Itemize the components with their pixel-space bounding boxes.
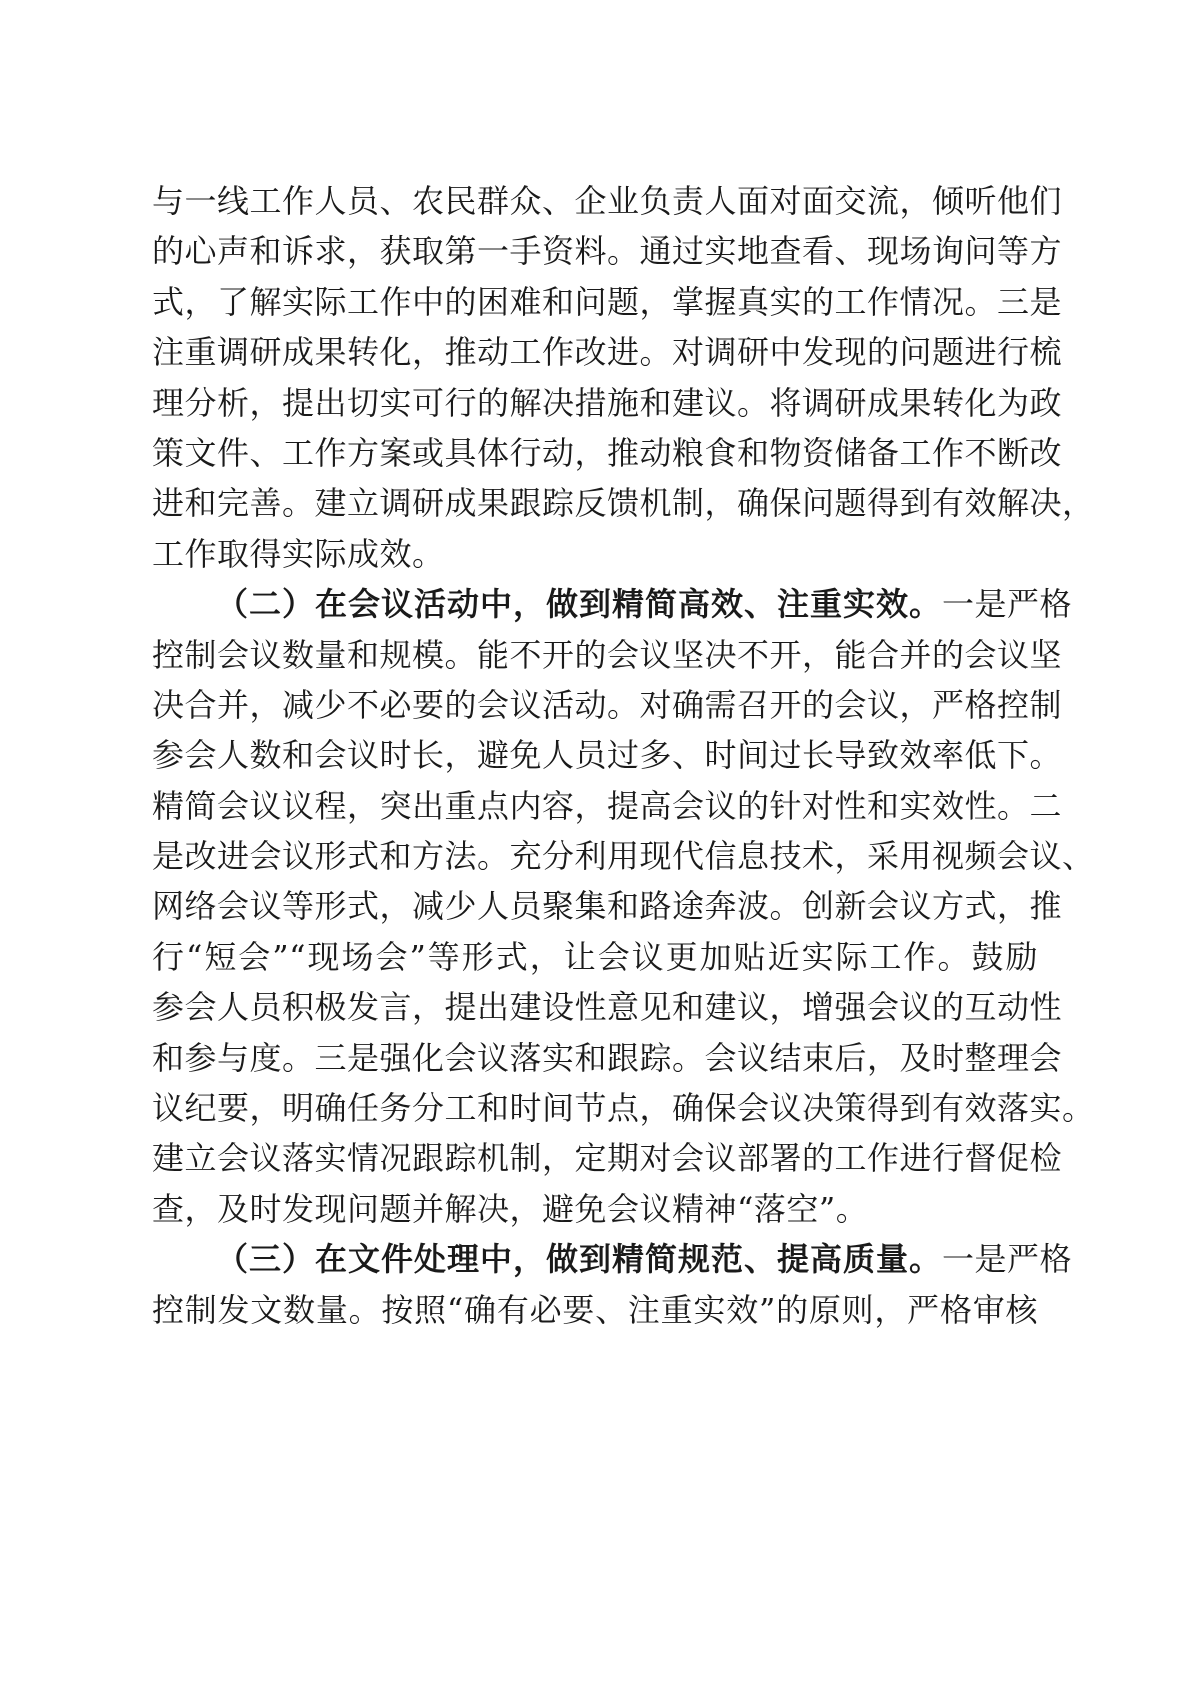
text-line: 议纪要，明确任务分工和时间节点，确保会议决策得到有效落实。 (152, 1089, 1095, 1128)
text-line: 控制会议数量和规模。能不开的会议坚决不开，能合并的会议坚 (152, 635, 1063, 674)
paragraph-research (152, 176, 1095, 579)
text-line: 与一线工作人员、农民群众、企业负责人面对面交流，倾听他们 (152, 182, 1063, 220)
text-line: 理分析，提出切实可行的解决措施和建议。将调研成果转化为政 (152, 383, 1063, 422)
paragraph-first-line (152, 579, 1073, 629)
text-line: 策文件、工作方案或具体行动，推动粮食和物资储备工作不断改 (152, 433, 1063, 472)
text-line: 精简会议议程，突出重点内容，提高会议的针对性和实效性。二 (152, 786, 1063, 825)
text-line: 注重调研成果转化，推动工作改进。对调研中发现的问题进行梳 (152, 333, 1063, 372)
paragraph-meetings (152, 579, 1095, 1234)
text-line: 参会人员积极发言，提出建设性意见和建议，增强会议的互动性 (152, 988, 1063, 1027)
text-line: 进和完善。建立调研成果跟踪反馈机制，确保问题得到有效解决， (152, 484, 1095, 523)
text-line: 是改进会议形式和方法。充分利用现代信息技术，采用视频会议、 (152, 837, 1095, 876)
text-line: 工作取得实际成效。 (152, 534, 445, 573)
text-line: 和参与度。三是强化会议落实和跟踪。会议结束后，及时整理会 (152, 1038, 1063, 1077)
text-line: 网络会议等形式，减少人员聚集和路途奔波。创新会议方式，推 (152, 887, 1063, 926)
text-fragment: 一是严格 (942, 585, 1073, 624)
text-line: 行“短会”“现场会”等形式，让会议更加贴近实际工作。鼓励 (152, 937, 1038, 976)
paragraph-first-line (152, 1234, 1073, 1284)
text-line: 的心声和诉求，获取第一手资料。通过实地查看、现场询问等方 (152, 232, 1063, 271)
text-line: 控制发文数量。按照“确有必要、注重实效”的原则，严格审核 (152, 1290, 1038, 1329)
body-text (152, 176, 1095, 1335)
text-line: 建立会议落实情况跟踪机制，定期对会议部署的工作进行督促检 (152, 1139, 1063, 1178)
text-line: 参会人数和会议时长，避免人员过多、时间过长导致效率低下。 (152, 736, 1063, 775)
section-heading-documents: （三）在文件处理中，做到精简规范、提高质量。 (216, 1240, 943, 1279)
paragraph-documents (152, 1234, 1073, 1335)
text-line: 决合并，减少不必要的会议活动。对确需召开的会议，严格控制 (152, 685, 1063, 724)
text-fragment: 一是严格 (942, 1240, 1073, 1279)
section-heading-meetings: （二）在会议活动中，做到精简高效、注重实效。 (216, 585, 943, 624)
text-line: 式，了解实际工作中的困难和问题，掌握真实的工作情况。三是 (152, 282, 1063, 321)
text-line: 查，及时发现问题并解决，避免会议精神“落空”。 (152, 1189, 869, 1228)
